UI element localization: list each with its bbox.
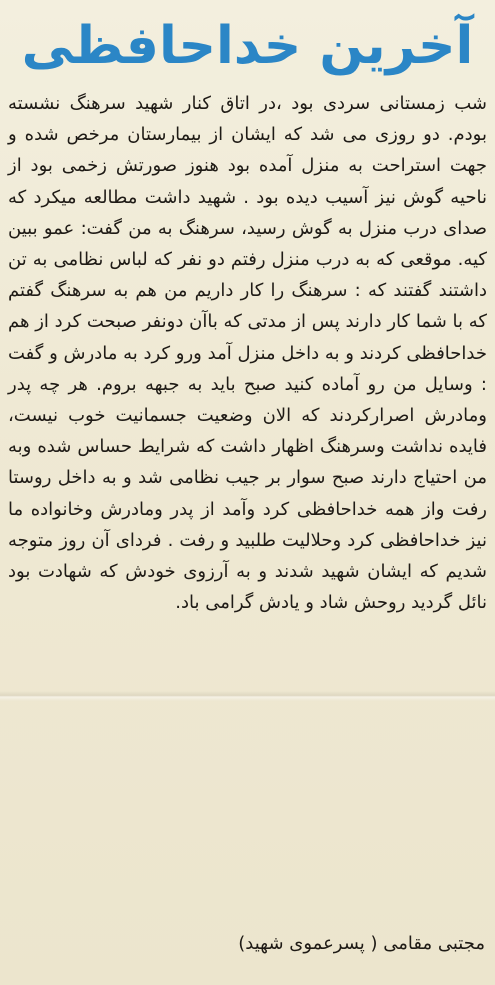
article-body: شب زمستانی سردی بود ،در اتاق کنار شهید سرهنگ نشسته بودم. دو روزی می شد که ایشان از بیمارستان مرخص شده و جهت استراحت به منزل آمده بود هنوز صورتش زخمی بود از ناحیه گوش نیز آسیب دیده بود . شهید داشت مطالعه میکرد که صدای درب منزل به گوش رسید، سرهنگ به من گفت: عمو ببین کیه. موقعی که به درب منزل رفتم دو نفر که لباس نظامی به تن داشتند گفتند که : سرهنگ را کار داریم من هم به سرهنگ گفتم که با شما کار دارند پس از مدتی که باآن دونفر صبحت کرد از هم خداحافظی کردند و به داخل منزل آمد ورو کرد به مادرش و گفت : وسایل من رو آماده کنید صبح باید به جبهه بروم. هر چه پدر ومادرش اصرارکردند که الان وضعیت جسمانیت خوب نیست، فایده نداشت وسرهنگ اظهار داشت که شرایط حساس شده وبه من احتیاج دارند صبح سوار بر جیب نظامی شد و به داخل روستا رفت واز همه خداحافظی کرد وآمد از پدر ومادرش وخانواده ما نیز خداحافظی کرد وحلالیت طلبید و رفت . فردای آن روز متوجه شدیم که ایشان شهید شدند و به آرزوی خودش که شهادت بود نائل گردید روحش شاد و یادش گرامی باد. — [8, 93, 487, 614]
article-title: آخرین خداحافظی — [21, 16, 474, 76]
paper-fold-line — [0, 691, 495, 701]
article-signature: مجتبی مقامی ( پسرعموی شهید) — [238, 933, 485, 954]
